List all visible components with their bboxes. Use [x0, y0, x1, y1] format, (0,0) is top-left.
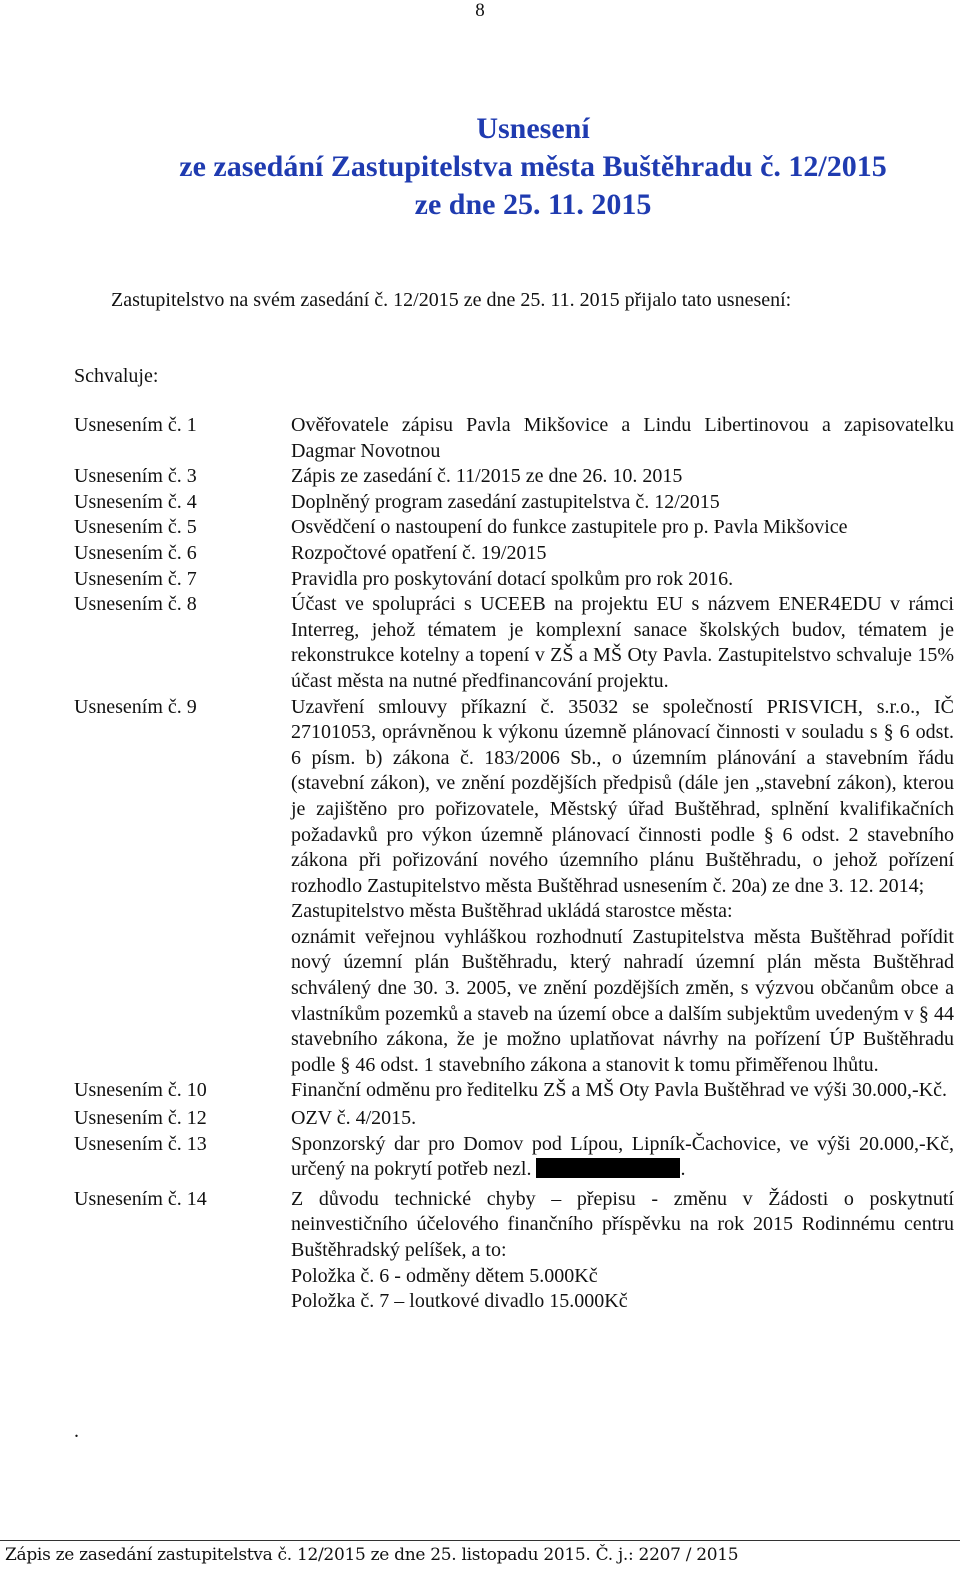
resolution-label: Usnesením č. 8 — [74, 593, 197, 616]
resolution-item — [74, 413, 954, 464]
resolution-text: Zápis ze zasedání č. 11/2015 ze dne 26. 10. 2015 — [291, 465, 683, 488]
resolution-text: OZV č. 4/2015. — [291, 1107, 417, 1130]
resolution-label: Usnesením č. 9 — [74, 695, 197, 718]
resolution-item — [74, 541, 954, 567]
resolution-paragraph-end: . — [680, 1158, 686, 1181]
resolution-label: Usnesením č. 1 — [74, 414, 197, 436]
approves-label: Schvaluje: — [74, 365, 159, 387]
resolution-text: Účast ve spolupráci s UCEEB na projektu EU s názvem ENER4EDU v rámci Interreg, jehož tématem je komplexní sanace školských budov, tématem je rekonstrukce kotelny a topení v ZŠ a MŠ Oty Pavla. Zastupitelstvo schvaluje 15% účast města na nutné předfinancování projektu. — [291, 593, 954, 692]
document-title — [0, 110, 960, 224]
resolution-text: Doplněný program zasedání zastupitelstva č. 12/2015 — [291, 490, 720, 513]
page-number: 8 — [475, 0, 485, 21]
resolution-item — [74, 1106, 954, 1132]
resolution-label: Usnesením č. 12 — [74, 1107, 207, 1130]
resolution-item — [74, 490, 954, 516]
resolution-label: Usnesením č. 3 — [74, 465, 197, 488]
trailing-dot: . — [74, 1420, 79, 1442]
title-line-3: ze dne 25. 11. 2015 — [414, 188, 652, 221]
resolution-item — [74, 1078, 954, 1104]
resolution-text: Ověřovatele zápisu Pavla Mikšovice a Lindu Libertinovou a zapisovatelku Dagmar Novotnou — [291, 414, 954, 462]
resolution-item — [74, 592, 954, 694]
resolution-paragraph: Uzavření smlouvy příkazní č. 35032 se společností PRISVICH, s.r.o., IČ 27101053, oprávněnou k výkonu územně plánovací činnosti v souladu s § 6 odst. 6 písm. b) zákona č. 183/2006 Sb., o územním plánování a stavebním řádu (stavební zákon), ve znění pozdějších předpisů (dále jen „stavební zákon), kterou je zajištěno pro pořizovatele, Městský úřad Buštěhrad, splnění kvalifikačních požadavků pro výkon územně plánovací činnosti podle § 6 odst. 2 stavebního zákona při pořizování nového územního plánu Buštěhradu, o jehož pořízení rozhodlo Zastupitelstvo města Buštěhrad usnesením č. 20a) ze dne 3. 12. 2014; — [291, 695, 954, 897]
footer-divider — [0, 1540, 960, 1541]
resolution-item — [74, 464, 954, 490]
redaction-block — [536, 1158, 680, 1178]
intro-text: Zastupitelstvo na svém zasedání č. 12/2015 ze dne 25. 11. 2015 přijalo tato usnesení: — [111, 289, 792, 311]
resolution-item — [74, 515, 954, 541]
resolution-item — [74, 567, 954, 593]
resolution-label: Usnesením č. 10 — [74, 1079, 207, 1102]
resolution-paragraph: Sponzorský dar pro Domov pod Lípou, Lipník-Čachovice, ve výši 20.000,-Kč, určený na pokrytí potřeb nezl. — [291, 1132, 954, 1181]
resolution-paragraph: oznámit veřejnou vyhláškou rozhodnutí Zastupitelstva města Buštěhrad pořídit nový územní plán Buštěhradu, který nahradí územní plán města Buštěhrad schválený dne 30. 3. 2005, ve znění pozdějších změn, s výzvou občanům obce a vlastníkům pozemků a staveb na území obce a dalším subjektům uvedeným v § 44 stavebního zákona, že je možno uplatňovat návrhy na pořízení ÚP Buštěhradu podle § 46 odst. 1 stavebního zákona a stanovit k tomu přiměřenou lhůtu. — [291, 925, 954, 1076]
resolution-text: Finanční odměnu pro ředitelku ZŠ a MŠ Oty Pavla Buštěhrad ve výši 30.000,-Kč. — [291, 1079, 948, 1102]
title-line-2: ze zasedání Zastupitelstva města Buštěhradu č. 12/2015 — [179, 150, 887, 183]
resolution-item — [74, 1132, 954, 1183]
resolution-subitem: Položka č. 6 - odměny dětem 5.000Kč — [291, 1264, 598, 1287]
resolution-text — [291, 1187, 954, 1315]
resolution-label: Usnesením č. 14 — [74, 1187, 207, 1210]
resolution-text: Rozpočtové opatření č. 19/2015 — [291, 541, 547, 564]
resolution-paragraph: Zastupitelstvo města Buštěhrad ukládá starostce města: — [291, 900, 733, 923]
title-line-1: Usnesení — [476, 112, 590, 145]
resolution-list — [74, 413, 954, 1315]
resolution-label: Usnesením č. 7 — [74, 567, 197, 590]
resolution-text — [291, 695, 954, 1079]
resolution-label: Usnesením č. 4 — [74, 490, 197, 513]
page-footer: Zápis ze zasedání zastupitelstva č. 12/2015 ze dne 25. listopadu 2015. Č. j.: 2207 / 2015 — [5, 1545, 739, 1565]
resolution-label: Usnesením č. 13 — [74, 1132, 207, 1155]
resolution-label: Usnesením č. 6 — [74, 541, 197, 564]
resolution-paragraph: Z důvodu technické chyby – přepisu - změnu v Žádosti o poskytnutí neinvestičního účelového finančního příspěvku na rok 2015 Rodinnému centru Buštěhradský pelíšek, a to: — [291, 1187, 954, 1261]
resolution-text: Osvědčení o nastoupení do funkce zastupitele pro p. Pavla Mikšovice — [291, 516, 848, 539]
resolution-text — [291, 1132, 954, 1183]
resolution-item — [74, 1187, 954, 1315]
resolution-subitem: Položka č. 7 – loutkové divadlo 15.000Kč — [291, 1290, 628, 1313]
resolution-item — [74, 695, 954, 1079]
resolution-text: Pravidla pro poskytování dotací spolkům pro rok 2016. — [291, 567, 734, 590]
resolution-label: Usnesením č. 5 — [74, 516, 197, 539]
